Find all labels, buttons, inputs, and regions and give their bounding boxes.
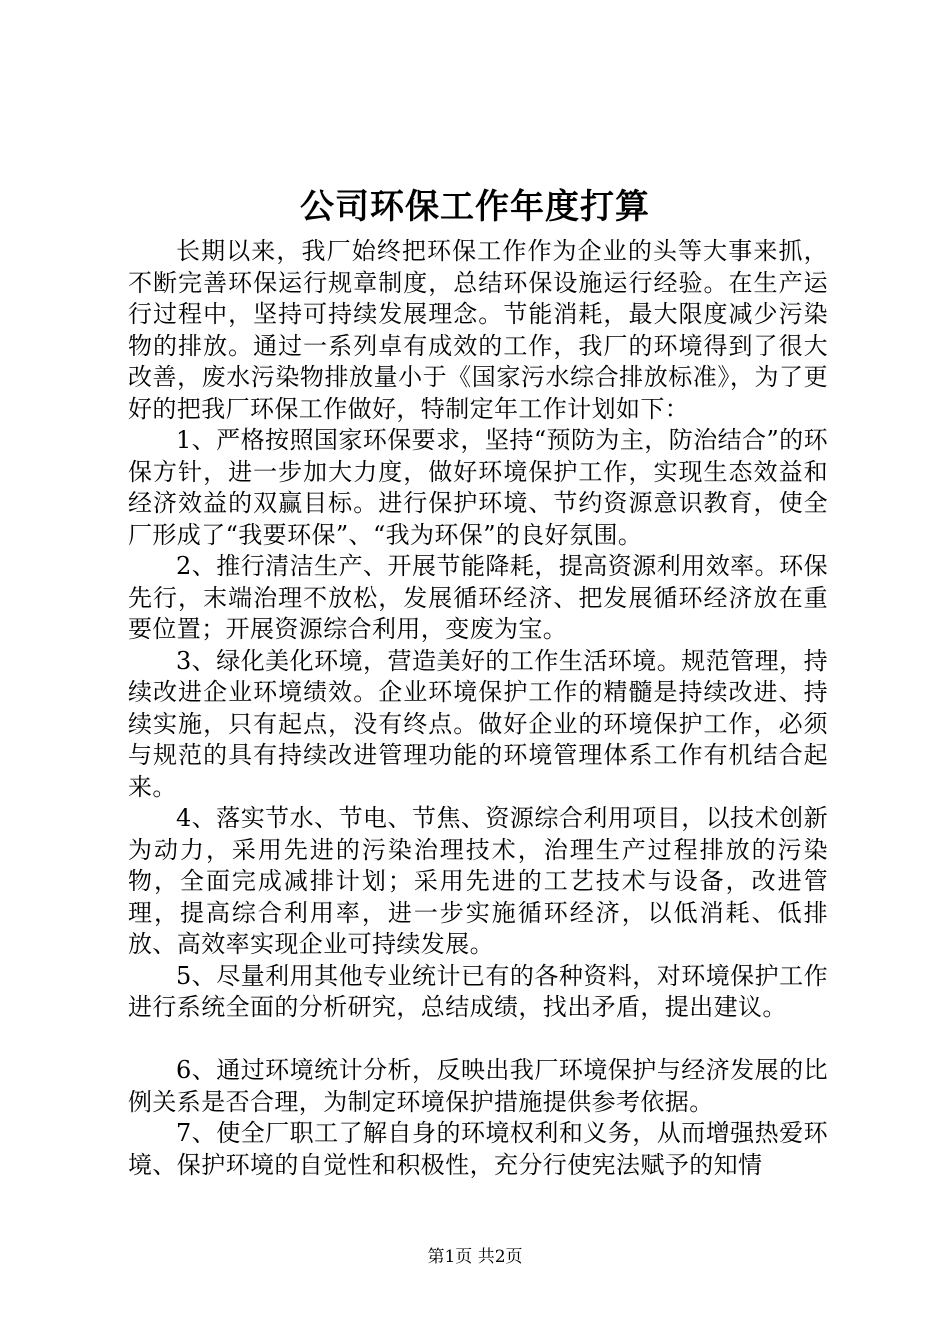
paragraph-item-3: 3、绿化美化环境，营造美好的工作生活环境。规范管理，持续改进企业环境绩效。企业环境保护工作的精髓是持续改进、持续实施，只有起点，没有终点。做好企业的环境保护工作，必须与规范的具有持续改进管理功能的环境管理体系工作有机结合起来。: [128, 646, 828, 801]
paragraph-item-7: 7、使全厂职工了解自身的环境权利和义务，从而增强热爱环境、保护环境的自觉性和积极性，充分行使宪法赋予的知情: [128, 1119, 828, 1179]
paragraph-item-5: 5、尽量利用其他专业统计已有的各种资料，对环境保护工作进行系统全面的分析研究，总结成绩，找出矛盾，提出建议。: [128, 961, 828, 1021]
document-body: [128, 236, 828, 1181]
page-number-footer: 第1页 共2页: [427, 1247, 523, 1267]
paragraph-item-1: 1、严格按照国家环保要求，坚持“预防为主，防治结合”的环保方针，进一步加大力度，做好环境保护工作，实现生态效益和经济效益的双赢目标。进行保护环境、节约资源意识教育，使全厂形成了“我要环保”、“我为环保”的良好氛围。: [128, 426, 828, 549]
paragraph-item-2: 2、推行清洁生产、开展节能降耗，提高资源利用效率。环保先行，末端治理不放松，发展循环经济、把发展循环经济放在重要位置；开展资源综合利用，变废为宝。: [128, 552, 828, 643]
document-title: 公司环保工作年度打算: [300, 187, 650, 227]
paragraph-item-6: 6、通过环境统计分析，反映出我厂环境保护与经济发展的比例关系是否合理，为制定环境保护措施提供参考依据。: [128, 1056, 828, 1116]
paragraph-intro: 长期以来，我厂始终把环保工作作为企业的头等大事来抓，不断完善环保运行规章制度，总结环保设施运行经验。在生产运行过程中，坚持可持续发展理念。节能消耗，最大限度减少污染物的排放。通过一系列卓有成效的工作，我厂的环境得到了很大改善，废水污染物排放量小于《国家污水综合排放标准》，为了更好的把我厂环保工作做好，特制定年工作计划如下：: [128, 237, 828, 423]
paragraph-item-4: 4、落实节水、节电、节焦、资源综合利用项目，以技术创新为动力，采用先进的污染治理技术，治理生产过程排放的污染物，全面完成减排计划；采用先进的工艺技术与设备，改进管理，提高综合利用率，进一步实施循环经济，以低消耗、低排放、高效率实现企业可持续发展。: [128, 804, 828, 958]
